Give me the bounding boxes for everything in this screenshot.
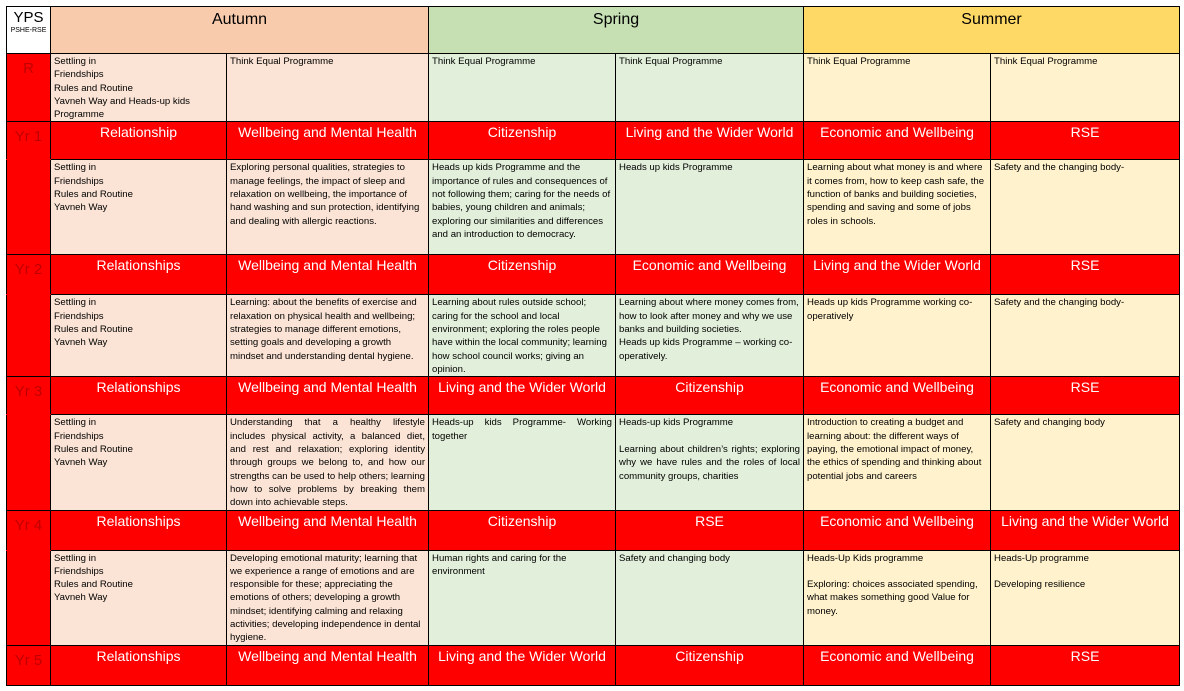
lesson-cell [616,54,804,122]
year-label-cell [7,377,51,415]
topic-label: Living and the Wider World [813,257,981,274]
topic-cell [429,377,616,415]
topic-row [7,122,1180,160]
lesson-cell [429,54,616,122]
topic-cell [429,510,616,550]
topic-label: Economic and Wellbeing [820,512,974,529]
lesson-text: Safety and changing body [619,552,730,564]
topic-cell [804,122,991,160]
topic-cell [227,122,429,160]
topic-label: Wellbeing and Mental Health [238,379,417,396]
lesson-cell [804,415,991,510]
lesson-cell [616,415,804,510]
lesson-cell [227,415,429,510]
lesson-text: Safety and changing body [994,417,1105,429]
season-summer-label: Summer [961,11,1022,28]
lesson-text: Exploring personal qualities, strategies to manage feelings, the impact of sleep and relaxation on wellbeing, the importance of hand washing and sun protection, identifying and dealing with allergic reactions. [230,162,420,227]
lesson-text: Think Equal Programme [807,56,911,67]
topic-label: Relationship [99,124,178,141]
topic-label: Living and the Wider World [1001,512,1169,529]
topic-label: Living and the Wider World [438,379,606,396]
lesson-text: Settling in Friendships Rules and Routine Yavneh Way [54,552,133,604]
year-label-cell [7,160,51,255]
topic-label: Living and the Wider World [438,647,606,664]
lesson-cell [804,550,991,645]
lesson-text: Heads-Up programme Developing resilience [994,552,1089,591]
lesson-text: Safety and the changing body- [994,162,1125,174]
year-label: Yr 3 [14,383,43,401]
topic-label: Relationships [96,379,181,396]
lesson-text: Think Equal Programme [230,56,334,67]
content-row [7,295,1180,377]
lesson-text: Learning about rules outside school; caring for the school and local environment; exploring the roles people have within the local community; learning how school council works; giving an opinion. [432,297,607,375]
pshe-curriculum-table [6,6,1180,686]
season-summer [804,7,1180,54]
lesson-cell [51,54,227,122]
lesson-text: Settling in Friendships Rules and Routine Yavneh Way [54,162,133,214]
topic-label: Citizenship [487,124,557,141]
lesson-text: Introduction to creating a budget and learning about: the different ways of paying, the emotional impact of money, the ethics of spending and thinking about potential jobs and careers [807,417,982,482]
topic-label: Living and the Wider World [625,124,794,141]
topic-cell [616,510,804,550]
topic-label: Relationships [96,257,181,274]
lesson-cell [991,160,1180,255]
lesson-cell [991,550,1180,645]
pshe-rse-subtitle: PSHE-RSE [10,27,47,34]
season-autumn-label: Autumn [211,11,268,28]
lesson-cell [616,160,804,255]
lesson-text: Heads up kids Programme working co-operatively [807,297,973,322]
topic-cell [227,645,429,685]
topic-cell [991,645,1180,685]
topic-cell [991,122,1180,160]
lesson-cell [991,295,1180,377]
lesson-text: Heads-up kids Programme- Working together [432,417,613,442]
lesson-cell [616,550,804,645]
year-label: Yr 5 [14,651,43,669]
year-label-cell [7,255,51,295]
topic-label: Relationships [96,512,181,529]
lesson-cell [991,415,1180,510]
lesson-text: Heads-up kids Programme Learning about children’s rights; exploring why we have rules and the roles of local community groups, charities [619,417,801,482]
topic-label: Relationships [96,647,181,664]
lesson-cell [804,160,991,255]
lesson-cell [227,550,429,645]
lesson-cell [804,54,991,122]
topic-cell [51,645,227,685]
topic-cell [616,255,804,295]
topic-label: Citizenship [487,257,557,274]
topic-label: RSE [1070,124,1100,141]
yps-title: YPS [13,9,44,26]
year-label-cell [7,415,51,510]
year-label: Yr 1 [14,128,43,146]
topic-row [7,510,1180,550]
topic-row [7,255,1180,295]
topic-label: Economic and Wellbeing [820,124,974,141]
year-label-cell [7,550,51,645]
lesson-text: Think Equal Programme [994,56,1098,67]
topic-cell [51,377,227,415]
lesson-cell [51,295,227,377]
year-label-cell [7,122,51,160]
topic-cell [429,645,616,685]
topic-cell [804,255,991,295]
lesson-text: Developing emotional maturity; learning that we experience a range of emotions and are responsible for these; appreciating the emotions of others; developing a growth mindset; identifying calming and relaxing activities; developing independence in dental hygiene. [230,552,421,644]
lesson-cell [616,295,804,377]
lesson-text: Safety and the changing body- [994,297,1125,309]
topic-label: Economic and Wellbeing [820,647,974,664]
content-row [7,415,1180,510]
lesson-text: Heads up kids Programme [619,162,733,174]
topic-label: RSE [695,512,724,529]
topic-row [7,377,1180,415]
season-header-row [7,7,1180,54]
topic-label: RSE [1070,257,1100,274]
topic-label: Wellbeing and Mental Health [238,512,417,529]
topic-label: Wellbeing and Mental Health [238,124,417,141]
lesson-cell [227,295,429,377]
topic-cell [804,510,991,550]
lesson-text: Heads up kids Programme and the importance of rules and consequences of not following them; caring for the needs of babies, young children and animals; exploring our similarities and differences and an introduction to democracy. [432,162,611,240]
topic-label: Citizenship [487,512,557,529]
topic-cell [51,255,227,295]
topic-cell [616,645,804,685]
lesson-text: Settling in Friendships Rules and Routine Yavneh Way and Heads-up kids Programme [54,56,190,121]
content-row [7,550,1180,645]
topic-cell [227,377,429,415]
topic-cell [51,122,227,160]
lesson-text: Settling in Friendships Rules and Routine Yavneh Way [54,417,133,469]
topic-label: Wellbeing and Mental Health [238,257,417,274]
year-label-cell [7,54,51,122]
topic-cell [429,122,616,160]
lesson-cell [429,550,616,645]
season-spring [429,7,804,54]
topic-cell [227,510,429,550]
topic-label: RSE [1070,379,1100,396]
lesson-text: Think Equal Programme [619,56,723,67]
yps-label-cell [7,7,51,54]
lesson-text: Understanding that a healthy lifestyle includes physical activity, a balanced diet, and rest and relaxation; exploring identity through groups we belong to, and how our strengths can be used to help others; learning how to solve problems by breaking them down into achievable steps. [230,417,426,509]
topic-label: Economic and Wellbeing [820,379,974,396]
lesson-text: Learning about what money is and where it comes from, how to keep cash safe, the function of banks and building societies, spending and saving and some of jobs roles in schools. [807,162,985,227]
lesson-text: Heads-Up Kids programme Exploring: choices associated spending, what makes something good Value for money. [807,552,978,617]
topic-cell [227,255,429,295]
lesson-cell [51,160,227,255]
reception-row [7,54,1180,122]
lesson-text: Learning about where money comes from, how to look after money and why we use banks and building societies. Heads up kids Programme – working co-operatively. [619,297,799,362]
topic-cell [991,510,1180,550]
lesson-cell [227,160,429,255]
lesson-text: Think Equal Programme [432,56,536,67]
lesson-cell [227,54,429,122]
lesson-cell [429,415,616,510]
topic-cell [804,645,991,685]
topic-cell [804,377,991,415]
topic-label: Citizenship [675,647,744,664]
topic-label: Economic and Wellbeing [632,257,787,274]
topic-row [7,645,1180,685]
lesson-text: Settling in Friendships Rules and Routine Yavneh Way [54,297,133,349]
year-label: Yr 4 [14,516,43,534]
year-label: Yr 2 [14,261,43,279]
year-label-cell [7,295,51,377]
lesson-cell [804,295,991,377]
topic-label: Wellbeing and Mental Health [238,647,417,664]
content-row [7,160,1180,255]
season-spring-label: Spring [592,11,640,28]
lesson-cell [51,550,227,645]
year-label: R [23,60,34,77]
topic-cell [616,377,804,415]
topic-label: RSE [1070,647,1100,664]
topic-label: Citizenship [675,379,744,396]
topic-cell [991,255,1180,295]
lesson-cell [51,415,227,510]
lesson-cell [429,160,616,255]
lesson-cell [991,54,1180,122]
topic-cell [991,377,1180,415]
year-label-cell [7,510,51,550]
topic-cell [616,122,804,160]
year-label-cell [7,645,51,685]
lesson-text: Learning: about the benefits of exercise and relaxation on physical health and wellbeing; strategies to manage different emotions, setting goals and developing a growth mindset and understanding dental hygiene. [230,297,417,362]
lesson-text: Human rights and caring for the environment [432,552,567,577]
season-autumn [51,7,429,54]
topic-cell [429,255,616,295]
topic-cell [51,510,227,550]
lesson-cell [429,295,616,377]
